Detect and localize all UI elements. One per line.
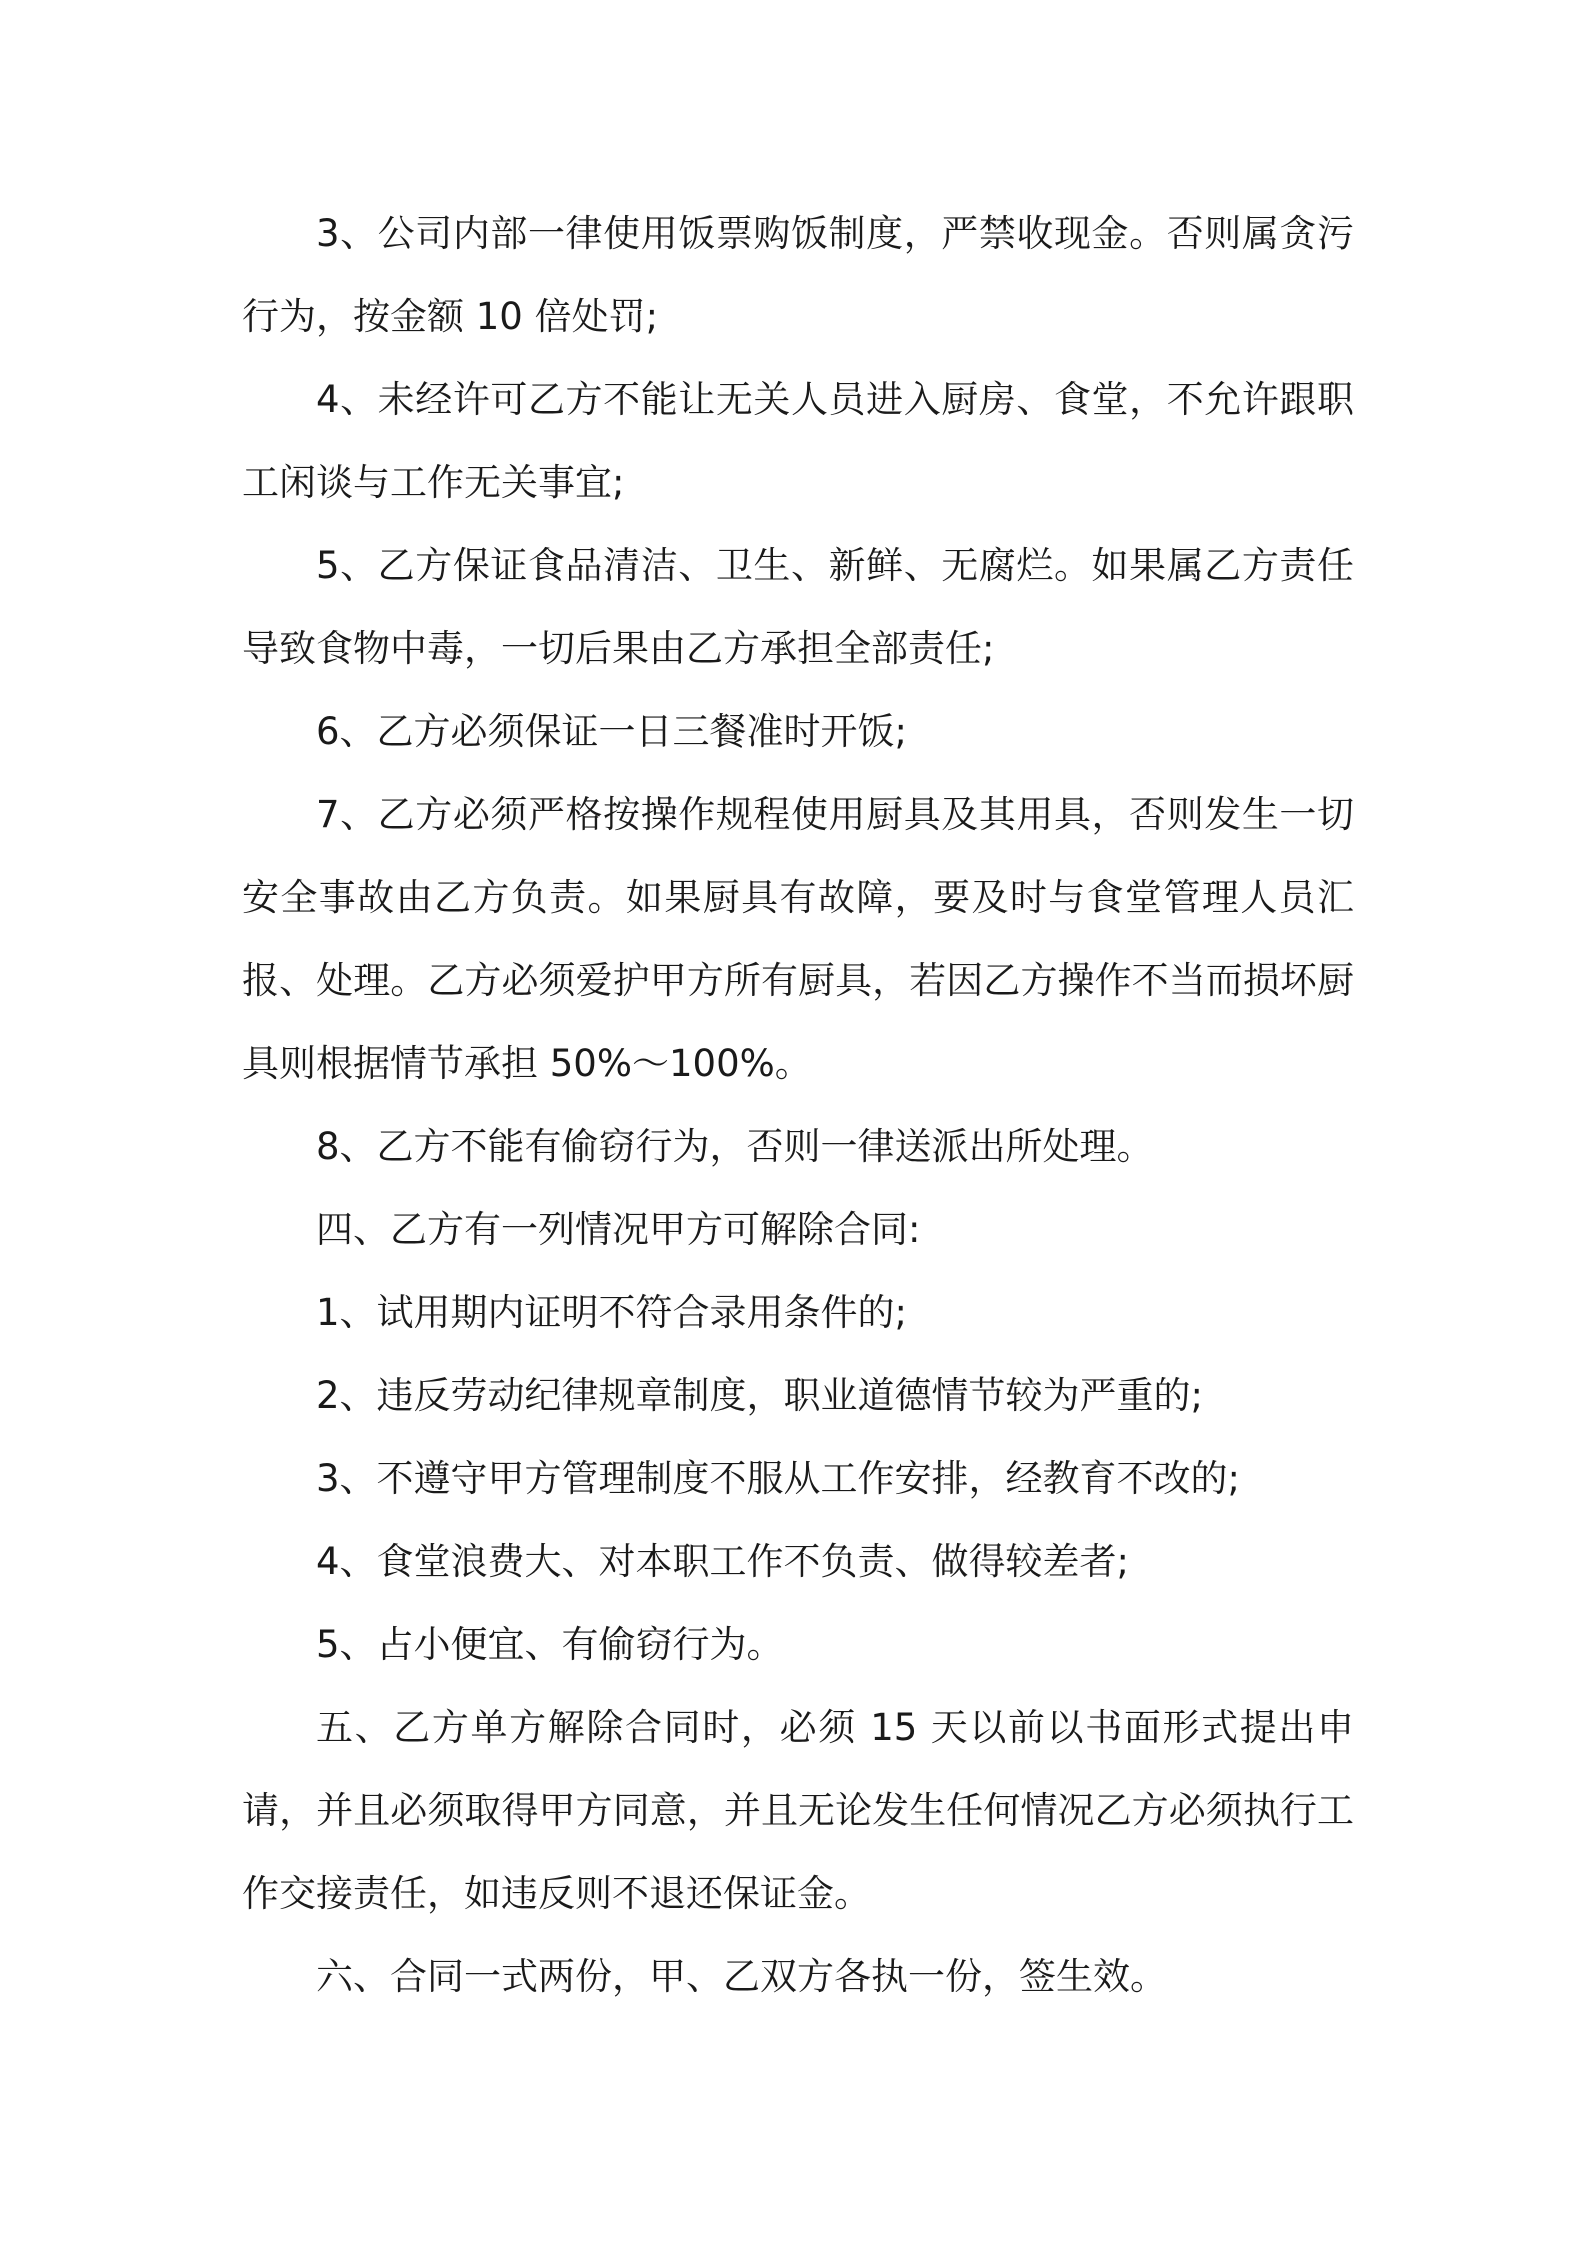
section-5-unilateral-termination: 五、乙方单方解除合同时，必须 15 天以前以书面形式提出申请，并且必须取得甲方同意，并且无论发生任何情况乙方必须执行工作交接责任，如违反则不退还保证金。 bbox=[242, 1706, 1354, 1915]
section-4-heading: 四、乙方有一列情况甲方可解除合同: bbox=[316, 1208, 921, 1251]
termination-item-3: 3、不遵守甲方管理制度不服从工作安排，经教育不改的; bbox=[316, 1457, 1241, 1500]
termination-item-4: 4、食堂浪费大、对本职工作不负责、做得较差者; bbox=[316, 1540, 1130, 1583]
clause-6-meal-times: 6、乙方必须保证一日三餐准时开饭; bbox=[316, 710, 908, 753]
clause-8-theft: 8、乙方不能有偷窃行为，否则一律送派出所处理。 bbox=[316, 1125, 1154, 1168]
clause-3-cash-ban: 3、公司内部一律使用饭票购饭制度，严禁收现金。否则属贪污行为，按金额 10 倍处罚; bbox=[242, 212, 1354, 338]
termination-item-1: 1、试用期内证明不符合录用条件的; bbox=[316, 1291, 908, 1334]
clause-5-food-hygiene: 5、乙方保证食品清洁、卫生、新鲜、无腐烂。如果属乙方责任导致食物中毒，一切后果由乙方承担全部责任; bbox=[242, 544, 1354, 670]
termination-item-5: 5、占小便宜、有偷窃行为。 bbox=[316, 1623, 784, 1666]
clause-4-kitchen-access: 4、未经许可乙方不能让无关人员进入厨房、食堂，不允许跟职工闲谈与工作无关事宜; bbox=[242, 378, 1354, 504]
termination-item-2: 2、违反劳动纪律规章制度，职业道德情节较为严重的; bbox=[316, 1374, 1204, 1417]
document-body bbox=[242, 192, 1354, 2018]
clause-7-kitchenware: 7、乙方必须严格按操作规程使用厨具及其用具，否则发生一切安全事故由乙方负责。如果厨具有故障，要及时与食堂管理人员汇报、处理。乙方必须爱护甲方所有厨具，若因乙方操作不当而损坏厨具则根据情节承担 50%～100%。 bbox=[242, 793, 1354, 1085]
section-6-copies: 六、合同一式两份，甲、乙双方各执一份，签生效。 bbox=[316, 1955, 1167, 1998]
